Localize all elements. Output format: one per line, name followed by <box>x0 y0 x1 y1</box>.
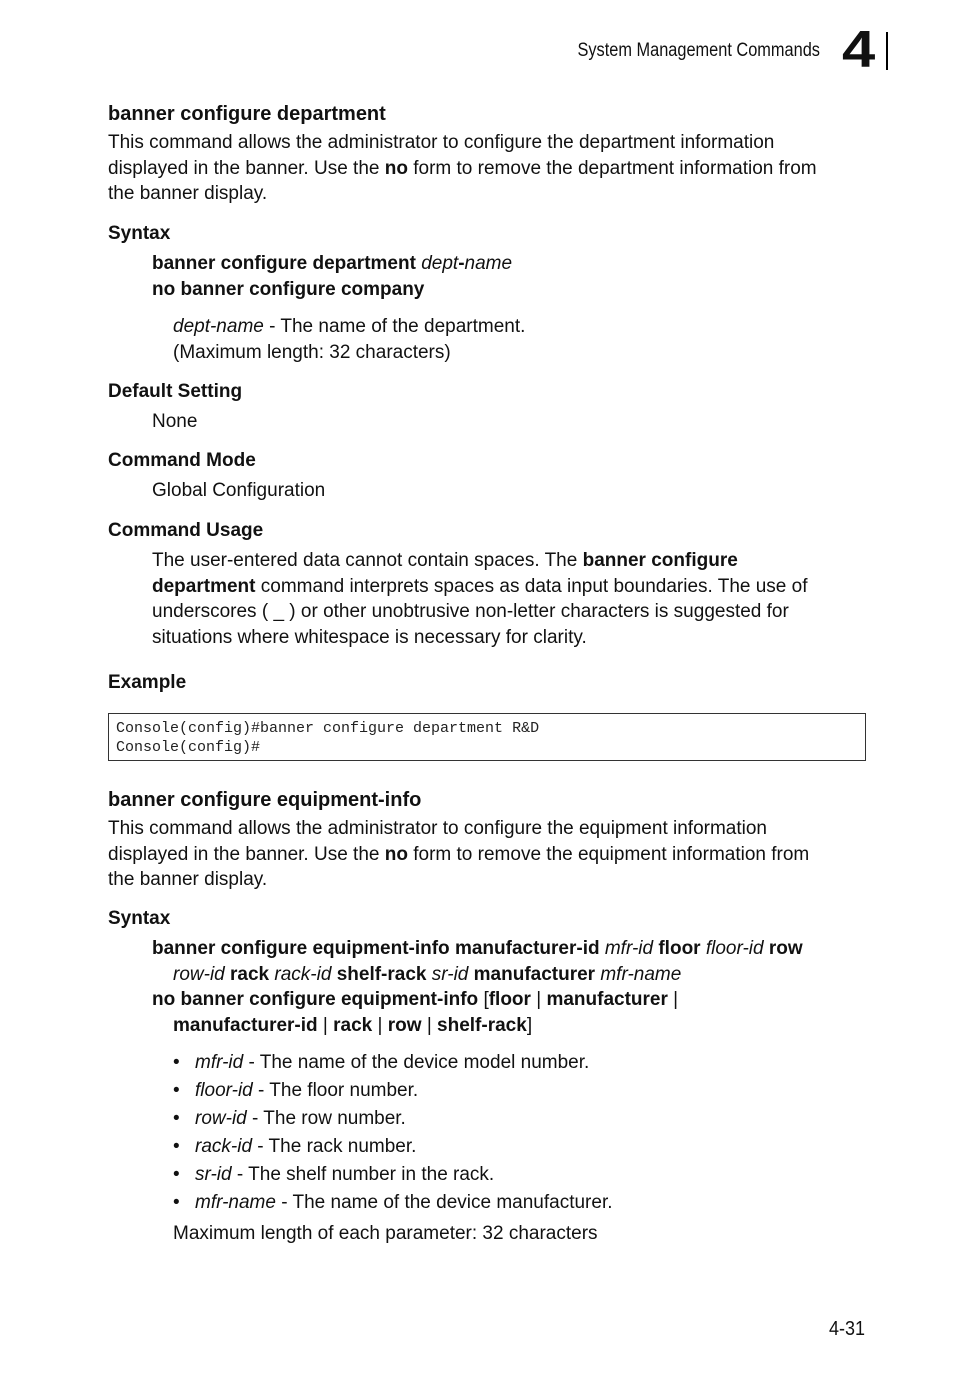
parameter-description: dept-name - The name of the department. (Maximum length: 32 characters) <box>173 316 526 363</box>
max-length-note: Maximum length of each parameter: 32 characters <box>173 1223 598 1244</box>
section-intro-equipment-info: This command allows the administrator to configure the equipment information displayed in the banner. Use the no form to remove the equipment information from the banner display. <box>108 818 810 890</box>
list-item: • floor-id - The floor number. <box>173 1080 419 1101</box>
section-heading-department: banner configure department <box>108 103 386 125</box>
list-item: • rack-id - The rack number. <box>173 1136 417 1157</box>
example-heading: Example <box>108 672 187 693</box>
list-item: • sr-id - The shelf number in the rack. <box>173 1164 495 1185</box>
command-mode-heading: Command Mode <box>108 450 256 471</box>
syntax-block-equipment-info: banner configure equipment-info manufacturer-id mfr-id floor floor-id row row-id rack rack-id shelf-rack sr-id manufacturer mfr-name no banner configure equipment-info [floor | manufacturer | manufacturer-id | rack | row | shelf-rack] <box>152 938 803 1036</box>
list-item: • row-id - The row number. <box>173 1108 406 1129</box>
chapter-rule <box>886 32 888 70</box>
syntax-heading: Syntax <box>108 908 171 929</box>
running-header-title: System Management Commands <box>577 40 820 61</box>
syntax-block-department: banner configure department dept-name no banner configure company <box>152 253 513 300</box>
default-setting-value: None <box>152 411 198 432</box>
section-heading-equipment-info: banner configure equipment-info <box>108 789 422 811</box>
chapter-number: 4 <box>842 21 876 79</box>
section-intro-department: This command allows the administrator to configure the department information displayed in the banner. Use the no form to remove the department information from the banner display. <box>108 132 817 204</box>
example-code-block: Console(config)#banner configure department R&D Console(config)# <box>108 713 866 761</box>
page-number: 4-31 <box>829 1318 866 1340</box>
list-item: • mfr-name - The name of the device manufacturer. <box>173 1192 613 1213</box>
command-usage-heading: Command Usage <box>108 520 264 541</box>
command-usage-text: The user-entered data cannot contain spaces. The banner configure department command interprets spaces as data input boundaries. The use of underscores ( _ ) or other unobtrusive non-letter characters is suggested for situations where whitespace is necessary for clarity. <box>152 550 808 648</box>
list-item: • mfr-id - The name of the device model number. <box>173 1052 590 1073</box>
parameter-list <box>173 1049 613 1217</box>
command-mode-value: Global Configuration <box>152 480 326 501</box>
syntax-heading: Syntax <box>108 223 171 244</box>
default-setting-heading: Default Setting <box>108 381 243 402</box>
